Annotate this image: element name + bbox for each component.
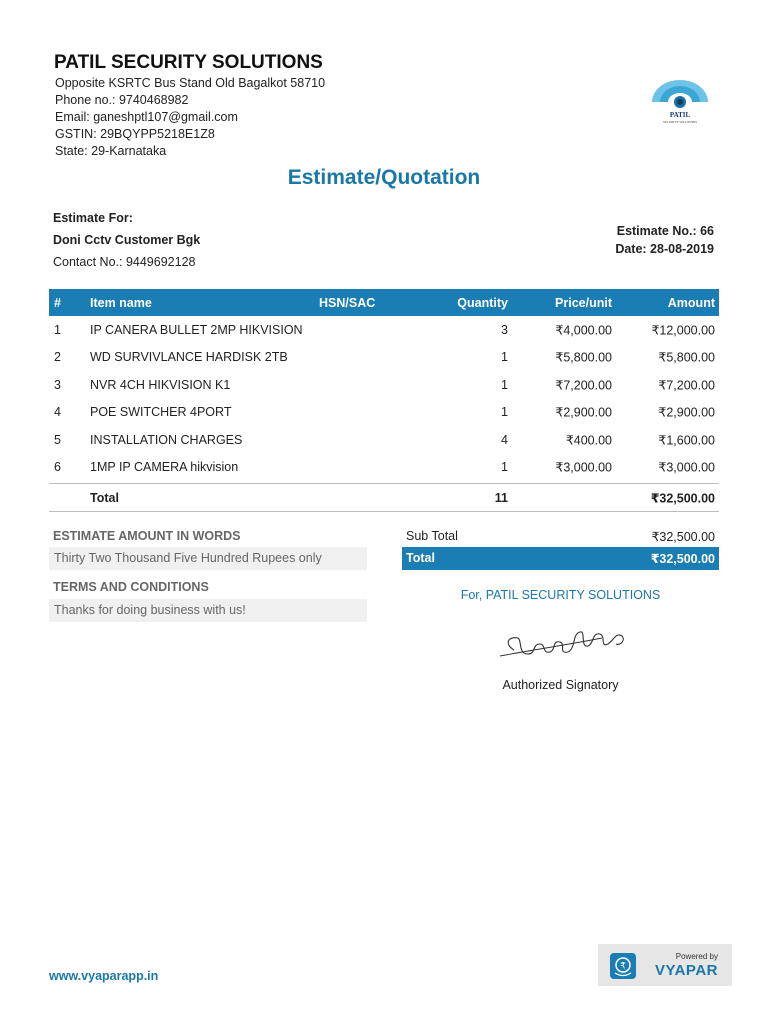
row-quantity: 4	[501, 432, 508, 447]
document-title: Estimate/Quotation	[287, 166, 481, 189]
row-amount: ₹5,800.00	[658, 350, 715, 365]
header-hsn: HSN/SAC	[319, 295, 376, 310]
terms-value: Thanks for doing business with us!	[49, 599, 367, 622]
estimate-for-label: Estimate For:	[53, 211, 133, 225]
header-quantity: Quantity	[457, 295, 508, 310]
amount-words-label: ESTIMATE AMOUNT IN WORDS	[53, 529, 241, 543]
company-phone: Phone no.: 9740468982	[55, 93, 189, 107]
table-row	[49, 454, 719, 482]
subtotal-row	[402, 525, 719, 547]
svg-text:₹: ₹	[620, 961, 626, 972]
row-amount: ₹12,000.00	[651, 323, 715, 338]
row-item-name: IP CANERA BULLET 2MP HIKVISION	[90, 322, 303, 337]
estimate-number: Estimate No.: 66	[616, 224, 714, 238]
row-num: 5	[54, 432, 61, 447]
row-num: 3	[54, 377, 61, 392]
row-price: ₹5,800.00	[555, 350, 612, 365]
row-num: 4	[54, 405, 61, 420]
table-row	[49, 344, 719, 372]
items-table	[49, 289, 719, 512]
row-quantity: 1	[501, 350, 508, 365]
row-num: 1	[54, 322, 61, 337]
company-logo	[640, 78, 720, 128]
vyapar-brand-text: VYAPAR	[654, 962, 718, 979]
table-row	[49, 371, 719, 399]
total-amount: ₹32,500.00	[650, 491, 715, 505]
terms-label: TERMS AND CONDITIONS	[53, 580, 209, 594]
estimate-date: Date: 28-08-2019	[615, 242, 714, 256]
row-price: ₹7,200.00	[555, 378, 612, 393]
company-name: PATIL SECURITY SOLUTIONS	[54, 52, 323, 73]
company-gstin: GSTIN: 29BQYPP5218E1Z8	[55, 127, 215, 141]
row-item-name: 1MP IP CAMERA hikvision	[90, 460, 239, 475]
company-email: Email: ganeshptl107@gmail.com	[55, 110, 238, 124]
row-num: 2	[54, 350, 61, 365]
header-num: #	[54, 295, 61, 310]
vyapar-badge[interactable]	[598, 944, 732, 986]
grand-total-value: ₹32,500.00	[650, 552, 715, 566]
row-item-name: NVR 4CH HIKVISION K1	[90, 377, 231, 392]
row-amount: ₹7,200.00	[658, 378, 715, 393]
footer-url-link[interactable]: www.vyaparapp.in	[49, 969, 159, 983]
signature-image	[492, 614, 632, 670]
table-body	[49, 316, 719, 481]
table-row	[49, 426, 719, 454]
subtotal-label: Sub Total	[406, 529, 458, 543]
logo-text: PATIL	[669, 111, 691, 119]
row-item-name: INSTALLATION CHARGES	[90, 432, 243, 447]
grand-total-label: Total	[406, 551, 435, 565]
row-price: ₹4,000.00	[555, 323, 612, 338]
table-header	[49, 289, 719, 316]
table-total-row	[49, 483, 719, 512]
customer-name: Doni Cctv Customer Bgk	[53, 233, 201, 247]
row-num: 6	[54, 460, 61, 475]
row-amount: ₹2,900.00	[658, 405, 715, 420]
logo-subtext: SECURITY SOLUTIONS	[663, 120, 697, 124]
header-item-name: Item name	[90, 295, 152, 310]
for-company: For, PATIL SECURITY SOLUTIONS	[460, 588, 661, 602]
company-state: State: 29-Karnataka	[55, 144, 167, 158]
customer-contact: Contact No.: 9449692128	[53, 255, 196, 269]
company-address: Opposite KSRTC Bus Stand Old Bagalkot 58710	[55, 76, 326, 90]
total-label: Total	[90, 490, 119, 505]
row-quantity: 1	[501, 377, 508, 392]
authorized-signatory-label: Authorized Signatory	[502, 678, 619, 692]
row-amount: ₹1,600.00	[658, 433, 715, 448]
grand-total-row	[402, 547, 719, 570]
row-amount: ₹3,000.00	[658, 460, 715, 475]
row-item-name: WD SURVIVLANCE HARDISK 2TB	[90, 350, 288, 365]
row-quantity: 1	[501, 405, 508, 420]
row-price: ₹3,000.00	[555, 460, 612, 475]
company-info	[55, 75, 325, 160]
amount-words-value: Thirty Two Thousand Five Hundred Rupees only	[49, 547, 367, 570]
header-price: Price/unit	[555, 295, 612, 310]
header-amount: Amount	[667, 295, 715, 310]
row-quantity: 3	[501, 322, 508, 337]
row-quantity: 1	[501, 460, 508, 475]
vyapar-rupee-icon	[610, 953, 636, 979]
row-price: ₹2,900.00	[555, 405, 612, 420]
powered-by-text: Powered by	[675, 952, 718, 961]
total-quantity: 11	[494, 490, 508, 505]
subtotal-value: ₹32,500.00	[651, 530, 715, 544]
table-row	[49, 316, 719, 344]
row-price: ₹400.00	[565, 433, 612, 448]
row-item-name: POE SWITCHER 4PORT	[90, 405, 232, 420]
table-row	[49, 399, 719, 427]
